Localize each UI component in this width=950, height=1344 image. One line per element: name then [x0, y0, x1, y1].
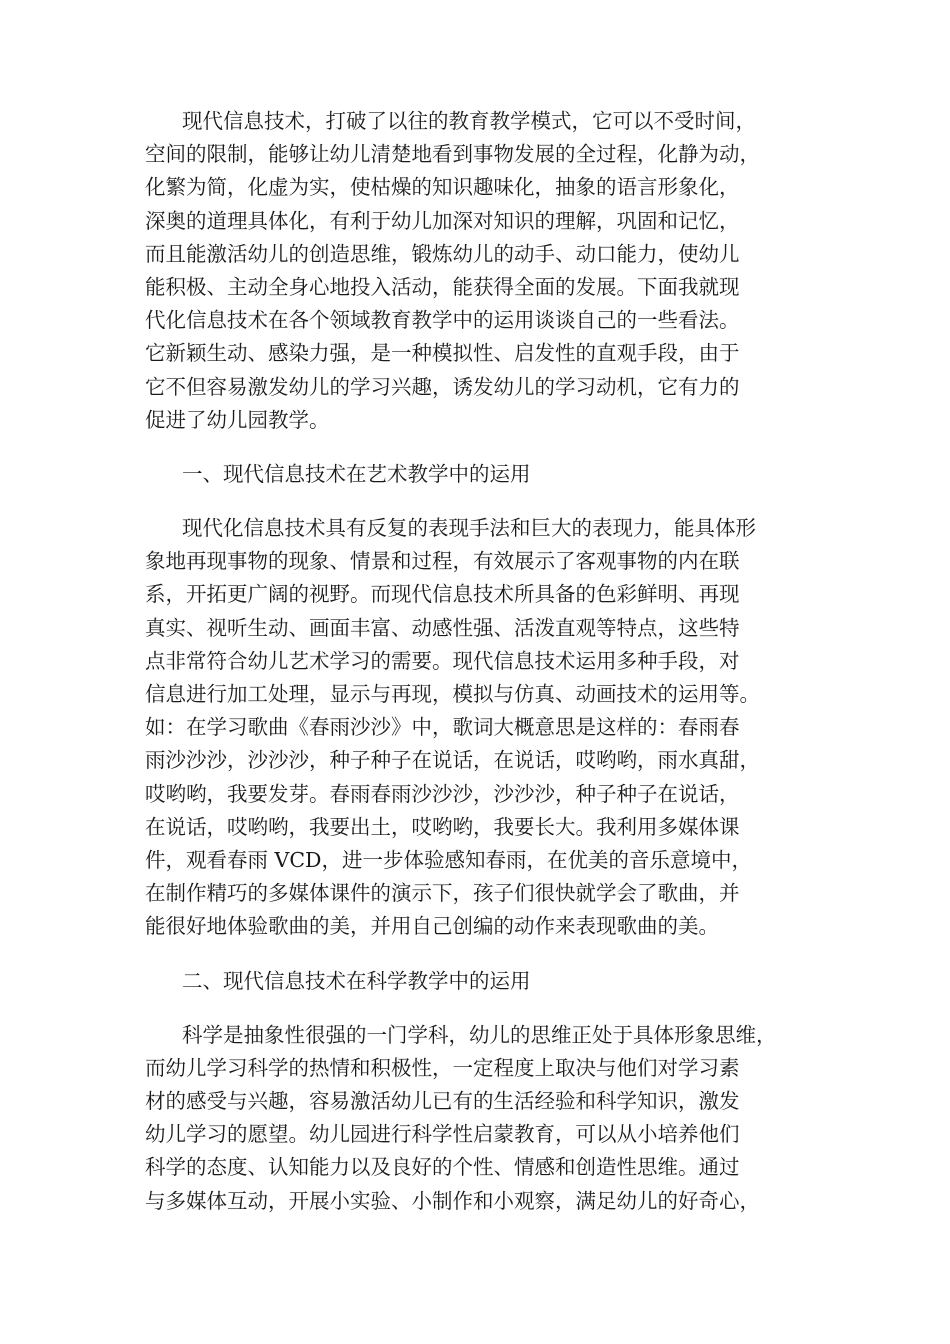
paragraph-line: 在说话，哎哟哟，我要出土，哎哟哟，我要长大。我利用多媒体课: [145, 814, 740, 839]
paragraph-line: 现代化信息技术具有反复的表现手法和巨大的表现力，能具体形: [182, 516, 756, 541]
paragraph-spacer: [145, 437, 835, 458]
paragraph-line: 与多媒体互动，开展小实验、小制作和小观察，满足幼儿的好奇心，: [145, 1188, 760, 1213]
paragraph-line: 而且能激活幼儿的创造思维，锻炼幼儿的动手、动口能力，使幼儿: [145, 241, 740, 266]
paragraph-line: 真实、视听生动、画面丰富、动感性强、活泼直观等特点，这些特: [145, 615, 740, 640]
paragraph-spacer: [145, 998, 835, 1019]
paragraph-line: 点非常符合幼儿艺术学习的需要。现代信息技术运用多种手段，对: [145, 648, 740, 673]
document-body: [145, 105, 835, 1218]
paragraph-line: 能很好地体验歌曲的美，并用自己创编的动作来表现歌曲的美。: [145, 914, 719, 939]
section-1-heading: 一、现代信息技术在艺术教学中的运用: [182, 461, 531, 486]
paragraph-line: 现代信息技术，打破了以往的教育教学模式，它可以不受时间，: [182, 109, 756, 133]
paragraph-line: 促进了幼儿园教学。: [145, 407, 330, 432]
paragraph-line: 它不但容易激发幼儿的学习兴趣，诱发幼儿的学习动机，它有力的: [145, 374, 740, 399]
paragraph-line: 化繁为简，化虚为实，使枯燥的知识趣味化，抽象的语言形象化，: [145, 175, 740, 200]
paragraph-line: 信息进行加工处理，显示与再现，模拟与仿真、动画技术的运用等。: [145, 682, 760, 706]
paragraph-line: 深奥的道理具体化，有利于幼儿加深对知识的理解，巩固和记忆，: [145, 208, 740, 233]
intro-paragraph: [145, 105, 835, 437]
paragraph-line: 在制作精巧的多媒体课件的演示下，孩子们很快就学会了歌曲，并: [145, 881, 740, 906]
paragraph-line: 它新颖生动、感染力强，是一种模拟性、启发性的直观手段，由于: [145, 341, 740, 366]
section-2-paragraph: [145, 1019, 835, 1218]
section-1-paragraph: [145, 512, 835, 943]
paragraph-spacer: [145, 491, 835, 512]
paragraph-line: 哎哟哟，我要发芽。春雨春雨沙沙沙，沙沙沙，种子种子在说话，: [145, 781, 740, 806]
paragraph-line: 象地再现事物的现象、情景和过程，有效展示了客观事物的内在联: [145, 549, 740, 574]
paragraph-line: 科学是抽象性很强的一门学科，幼儿的思维正处于具体形象思维，: [182, 1022, 777, 1047]
paragraph-line: 而幼儿学习科学的热情和积极性，一定程度上取决与他们对学习素: [145, 1055, 740, 1080]
paragraph-line: 能积极、主动全身心地投入活动，能获得全面的发展。下面我就现: [145, 274, 740, 299]
paragraph-line: 雨沙沙沙，沙沙沙，种子种子在说话，在说话，哎哟哟，雨水真甜，: [145, 748, 760, 773]
paragraph-line: 幼儿学习的愿望。幼儿园进行科学性启蒙教育，可以从小培养他们: [145, 1122, 740, 1147]
paragraph-spacer: [145, 944, 835, 965]
paragraph-line: 代化信息技术在各个领域教育教学中的运用谈谈自己的一些看法。: [145, 308, 740, 333]
paragraph-line: 空间的限制，能够让幼儿清楚地看到事物发展的全过程，化静为动，: [145, 142, 760, 167]
paragraph-line: 件，观看春雨 VCD，进一步体验感知春雨，在优美的音乐意境中，: [145, 847, 752, 872]
section-2-heading: 二、现代信息技术在科学教学中的运用: [182, 968, 531, 993]
paragraph-line: 系，开拓更广阔的视野。而现代信息技术所具备的色彩鲜明、再现: [145, 582, 740, 607]
paragraph-line: 科学的态度、认知能力以及良好的个性、情感和创造性思维。通过: [145, 1155, 740, 1180]
paragraph-line: 如：在学习歌曲《春雨沙沙》中，歌词大概意思是这样的：春雨春: [145, 715, 740, 740]
paragraph-line: 材的感受与兴趣，容易激活幼儿已有的生活经验和科学知识，激发: [145, 1089, 740, 1114]
